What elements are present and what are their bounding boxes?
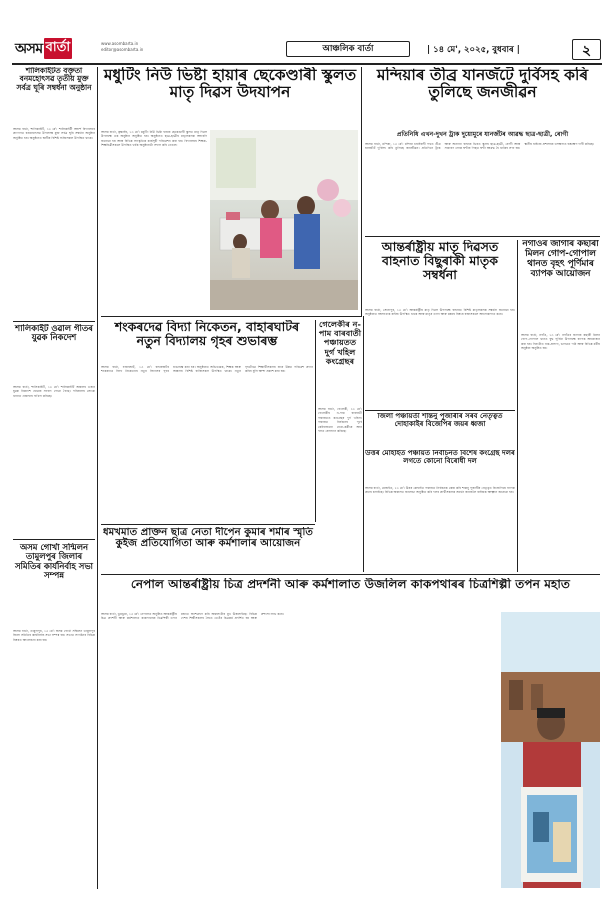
story2-body: আসম বাৰ্তা, মন্দিয়া, ১৩ মে': মন্দিয়া চৰাইবাহী পথত তীব্ৰ যানজঁটে দুৰ্বিসহ কৰি তুলিছে জনজীৱন। প্ৰতিদিনে ট্ৰাক আৰু অন্যান্য বাহনৰ ভিৰত স্কুলৰ ছাত্ৰ-ছাত্ৰী, ৰোগী আৰু সাধাৰণ লোক ঘণ্টাৰ পিছত ঘণ্টা আৱদ্ধ হৈ থাকিব লগা হয়। স্থানীয় ৰাইজে প্ৰশাসনৰ তৎক্ষণাত হস্তক্ষেপ দাবী কৰিছে। xyxy=(365,142,595,151)
story9-headline: নেপাল আন্তৰ্ৰাষ্ট্ৰীয় চিত্ৰ প্ৰদৰ্শনী আৰু কৰ্মশালাত উজলিল কাকপথাৰৰ চিত্ৰশিল্পী তপন মহাত xyxy=(130,578,571,591)
story4-body: আসম বাৰ্তা, বাহাৰঘাট, ১৩ মে': বাহাৰঘাটৰ শংকৰদেৱ বিদ্যা নিকেতনৰ নতুন বিদ্যালয় গৃহৰ শুভাৰম্ভ কৰা হয়। অনুষ্ঠানত অভিভাৱক, শিক্ষক আৰু অঞ্চলৰ বিশিষ্ট ব্যক্তিসকল উপস্থিত থাকে। নতুন গৃহটোৱে শিক্ষাৰ্থীসকলৰ বাবে উন্নত পৰিৱেশ প্ৰদান কৰিব বুলি আশা প্ৰকাশ কৰা হয়। xyxy=(101,365,313,374)
masthead xyxy=(15,39,599,59)
masthead-logo xyxy=(15,40,72,57)
story7-headline: নগাঁওৰ জাগাৰ কছাৰী মিলন গোপ-গোপাল থানত বৃহৎ পূৰ্ণিমাৰ ব্যাপক আয়োজন xyxy=(522,240,599,279)
left-story-2-body: আসম বাৰ্তা, শালিকাইটি, ১৩ মে': শালিকাইটি অঞ্চলৰ এজন যুৱক নিকদেশ হোৱাৰ সংবাদ পোৱা গৈছে। পৰিয়ালৰ লোকে থানাত এজাহাৰ দাখিল কৰিছে। xyxy=(13,385,95,398)
story4-divider-right xyxy=(315,320,316,522)
left-column xyxy=(13,67,95,889)
artist-photo-drawing xyxy=(501,612,600,888)
mothers-day-photo-drawing xyxy=(210,130,358,310)
section-label: আঞ্চলিক বাৰ্তা xyxy=(286,41,410,57)
website-link[interactable]: www.asombarta.in xyxy=(101,41,139,46)
story1-divider-right xyxy=(361,67,362,317)
left-story-2-headline: শালিকাইট ওৱাল গীতৰ যুৱক নিকদেশ xyxy=(15,324,93,343)
story9-divider-top xyxy=(101,574,600,575)
story4-divider-top xyxy=(101,316,361,317)
logo-text-asom: অসম xyxy=(15,40,43,57)
artist-photo xyxy=(501,612,600,888)
story8-headline: ধমখমাত প্ৰাক্তন ছাত্ৰ নেতা দীপেন কুমাৰ শৰ্মাৰ স্মৃতি কুইজ প্ৰতিযোগিতা আৰু কৰ্মশালাৰ আয়োজন xyxy=(102,527,314,550)
story5-divider-right xyxy=(363,316,364,572)
left-story-1-headline: শালিকাইটত বক্তৃতা বনমহোৎসৱ তৃতীয় মুক্ত সৰ্বত্ৰ ঘূৰি সম্বৰ্ধনা অনুষ্ঠান xyxy=(16,67,92,92)
story1-headline: মধুটিং নিউ ভিষ্টা হায়াৰ ছেকেণ্ডাৰী স্কুলত মাতৃ দিৱস উদযাপন xyxy=(103,67,357,102)
masthead-rule xyxy=(12,63,602,65)
page-number: ২ xyxy=(581,43,592,59)
story2-divider-bottom xyxy=(365,236,600,237)
mothers-day-photo xyxy=(210,130,358,310)
left-column-divider xyxy=(97,67,98,889)
story9-body: আসম বাৰ্তা, ডুমডুমা, ১৩ মে': নেপালত অনুষ্ঠিত আন্তৰ্ৰাষ্ট্ৰীয় চিত্ৰ প্ৰদৰ্শনী আৰু কৰ্মশালাত কাকপথাৰৰ চিত্ৰশিল্পী তপন মহাতে অংশগ্ৰহণ কৰি অঞ্চলটোৰ মুখ উজলাইছে। বিভিন্ন দেশৰ শিল্পীসকলৰ সৈতে তেওঁৰ চিত্ৰকৰ্ম প্ৰদৰ্শিত হয় আৰু প্ৰশংসা লাভ কৰে। xyxy=(101,612,284,621)
story5-body: আসম বাৰ্তা, গেলেকী, ১৩ মে': গেলেকীৰ ন-পাম বাৰবাতী পঞ্চায়তত কংগ্ৰেছৰ দুৰ্গ খহিল। পঞ্চায়ত নিৰ্বাচনৰ পূৰ্বে কেইবাজনো নেতা-কৰ্মীয়ে আন দলত যোগদান কৰিছে। xyxy=(318,407,362,434)
left-divider-1 xyxy=(13,321,95,322)
story4-headline: শংকৰদেৱ বিদ্যা নিকেতন, বাহাৰঘাটৰ নতুন বিদ্যালয় গৃহৰ শুভাৰম্ভ xyxy=(114,320,300,348)
story8-divider-top xyxy=(101,524,315,525)
story2-subhead: প্ৰতিনিধি এখন-দুখন ট্ৰাক দুয়োমুৰে যানজঁটৰ আৱদ্ধ ছাত্ৰ-ছাত্ৰী, ৰোগী xyxy=(396,131,569,138)
story2-headline: মন্দিয়াৰ তীব্ৰ যানজঁটে দুৰ্বিসহ কৰি তুলিছে জনজীৱন xyxy=(376,67,589,102)
issue-date: | ১৪ মে', ২০২৫, বুধবাৰ | xyxy=(427,45,520,55)
story7-body: আসম বাৰ্তা, নগাঁও, ১৩ মে': নগাঁওৰ জাগাৰ কছাৰী মিলন গোপ-গোপাল থানত বুদ্ধ পূৰ্ণিমা উপলক্ষে ব্যাপক আয়োজন কৰা হয়। দিনটোত নাম-প্ৰসংগ, ভাগৱত পাঠ আৰু বিভিন্ন ধৰ্মীয় অনুষ্ঠান অনুষ্ঠিত হয়। xyxy=(521,333,600,351)
left-story-3-body: আসম বাৰ্তা, তামুলপুৰ, ১৩ মে': অসম গোৰ্খা সন্মিলন তামুলপুৰ জিলা সমিতিৰ কাৰ্যনিৰ্বাহ সভা সম্পন্ন হয়। সভাত সংগঠনৰ বিভিন্ন বিষয়ত আলোচনা কৰা হয়। xyxy=(13,629,95,642)
left-divider-2 xyxy=(13,539,95,540)
left-story-3-headline: অসম গোৰ্খা সন্মিলন তামুলপুৰ জিলাৰ সমিতিৰ কাৰ্যনিৰ্বাহ সভা সম্পন্ন xyxy=(14,543,93,581)
story6-body: আসম বাৰ্তা, মোহাইত, ১৩ মে': উত্তৰ মোহাইত পঞ্চায়ত নিৰ্বাচনক কেন্দ্ৰ কৰি শান্তনু পূজাৰীৰ নেতৃত্বত বিজেপিয়ে ব্যাপক প্ৰচাৰ চলাইছে। বিভিন্ন অঞ্চলত জনসভা অনুষ্ঠিত কৰি দলৰ প্ৰাৰ্থীসকলক সমৰ্থন জনাবলৈ ৰাইজক আহ্বান জনোৱা হয়। xyxy=(365,486,515,495)
story6-headline: জিলা পঞ্চায়তী শান্তনু পূজাৰীৰ সৰব নেতৃত্বত দোহাকাইৰ বিজেপিৰ জয়ৰ ধ্বজা xyxy=(377,413,503,428)
story3-headline: আন্তৰ্ৰাষ্ট্ৰীয় মাতৃ দিৱসত বাহনাত বিছুৰাকী মাতৃক সম্বৰ্ধনা xyxy=(381,240,499,282)
story1-body: আসম বাৰ্তা, কৃষ্ণাইহ, ১৩ মে': মধুটিং নিউ ভিষ্টা হায়াৰ ছেকেণ্ডাৰী স্কুলত মাতৃ দিৱস উপলক্ষে এক অনুষ্ঠান অনুষ্ঠিত হয়। অনুষ্ঠানত ছাত্ৰ-ছাত্ৰীৰ মাতৃসকলক আদৰণি জনোৱা হয় আৰু বিভিন্ন সাংস্কৃতিক কাৰ্যসূচী পৰিৱেশন কৰা হয়। বিদ্যালয়ৰ শিক্ষক-শিক্ষয়িত্ৰীসকলে উপস্থিত থাকি অনুষ্ঠানটো সফল কৰি তোলে। xyxy=(101,130,207,148)
left-story-1-body: আসম বাৰ্তা, শালিকাইটি, ১৩ মে': শালিকাইটী আদৰ্শ বিদ্যালয়ৰ প্ৰাংগণত বনমহোৎসৱ উপলক্ষে মুক্ত সৰ্বত্ৰ ঘূৰি সম্বৰ্ধনা অনুষ্ঠান অনুষ্ঠিত হয়। অনুষ্ঠানত স্থানীয় বিশিষ্ট ব্যক্তিসকল উপস্থিত থাকে। xyxy=(13,127,95,140)
story6-subhead: উত্তৰ মোহাইত পঞ্চায়ত নিৰ্বাচনত বিশেষ কংগ্ৰেছ দলৰ লগতে কোনো বিৰোধী দল xyxy=(365,450,515,465)
story6-divider-top xyxy=(365,410,515,411)
page-number-box xyxy=(572,39,601,60)
story5-headline: গেলেকীৰ ন-পাম বাৰবাতী পঞ্চায়তত দুৰ্গ খহিল কংগ্ৰেছৰ xyxy=(318,320,362,366)
masthead-contact xyxy=(101,41,173,53)
email-link[interactable]: editor@asombarta.in xyxy=(101,47,144,52)
story3-divider-right xyxy=(517,240,518,572)
logo-text-barta: বাৰ্তা xyxy=(44,38,73,59)
story3-body: আসম বাৰ্তা, সোনাপুৰ, ১৩ মে': আন্তৰ্ৰাষ্ট্ৰীয় মাতৃ দিৱস উপলক্ষে বাহনাত বিশিষ্ট মাতৃসকলক সম্বৰ্ধনা জনোৱা হয়। অনুষ্ঠানত বহুসংখ্যক ৰাইজ উপস্থিত থাকে আৰু মাতৃৰ ত্যাগ আৰু মৰমৰ বিষয়ে বক্তাসকলে আলোকপাত কৰে। xyxy=(365,308,515,317)
